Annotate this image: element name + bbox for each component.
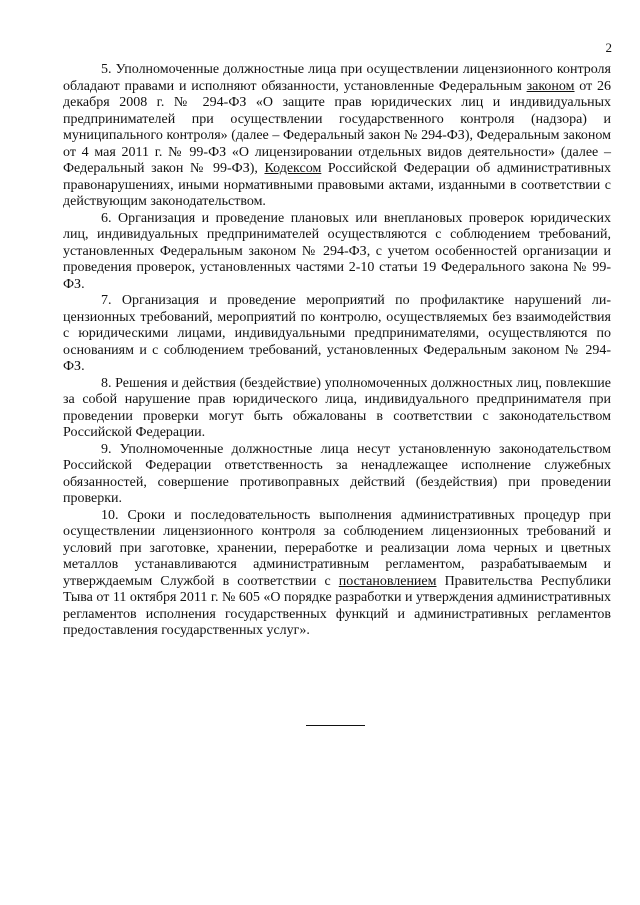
paragraph-text: от 26 декабря 2008 г. № 294-ФЗ «О защите прав юридических лиц и индивидуальных предпринимателей при осуществлении государственного контроля (надзора) и муниципального контроля» (далее – Федеральный закон № 294-ФЗ), Федеральным законом от 4 мая 2011 г. № 99-ФЗ «О лицензировании отдельных видов деятельности» (далее – Федеральный закон № 99-ФЗ),	[63, 78, 611, 176]
paragraph-7	[63, 293, 611, 376]
resolution-link[interactable]: постановлением	[338, 573, 437, 589]
paragraph-5	[63, 62, 611, 211]
paragraph-text: 5. Уполномоченные должностные лица при осуществлении лицензионного контроля обладают правами и исполняют обязанности, установленные Федеральным	[63, 62, 611, 94]
paragraph-8	[63, 376, 611, 442]
paragraph-9	[63, 442, 611, 508]
code-link[interactable]: Кодексом	[264, 161, 322, 176]
law-link[interactable]: законом	[526, 78, 575, 94]
paragraph-6	[63, 211, 611, 294]
paragraph-text: Российской Федерации об административных правонарушениях, иными нормативными правовыми актами, изданными в соответствии с действующим законодательством.	[63, 161, 612, 209]
page-number: 2	[605, 40, 612, 55]
document-body	[63, 62, 611, 640]
paragraph-text: 6. Организация и проведение плановых или внеплановых проверок юридических лиц, индивидуальных предпринимателей осуществляются с соблюдением требований, установленных Федеральным законом № 294-ФЗ, с учетом особенностей организации и проведения проверок, установленных частями 2-10 статьи 19 Федерального закона № 99-ФЗ.	[63, 210, 611, 292]
paragraph-text: 7. Организация и проведение мероприятий по профилактике нарушений лицензионных требований, мероприятий по контролю, осуществляемых без взаимодействия с юридическими лицами, индивидуальными предпринимателями, осуществляются по основаниям и с соблюдением требований, установленных Федеральным законом № 294-ФЗ.	[63, 293, 611, 374]
paragraph-10	[63, 508, 611, 640]
paragraph-text: 10. Сроки и последовательность выполнения административных процедур при осуществлении лицензионного контроля за соблюдением лицензионных требований и условий при заготовке, хранении, переработке и реализации лома черных и цветных металлов устанавливаются административным регламентом, разрабатываемым и утверждаемым Службой в соответствии с	[63, 507, 611, 589]
paragraph-text: Правительства Республики Тыва от 11 октября 2011 г. № 605 «О порядке разработки и утверждения административных регламентов исполнения государственных функций и административных регламентов предоставления государственных услуг».	[63, 573, 611, 638]
paragraph-text: 8. Решения и действия (бездействие) уполномоченных должностных лиц, повлекшие за собой нарушение прав юридического лица, индивидуального предпринимателя при проведении проверки могут быть обжалованы в соответствии с законодательством Российской Федерации.	[63, 375, 611, 440]
closing-divider	[306, 725, 365, 726]
paragraph-text: 9. Уполномоченные должностные лица несут установленную законодательством Российской Федерации ответственность за ненадлежащее исполнение служебных обязанностей, совершение противоправных действий (бездействия) при проведении проверки.	[63, 441, 611, 506]
